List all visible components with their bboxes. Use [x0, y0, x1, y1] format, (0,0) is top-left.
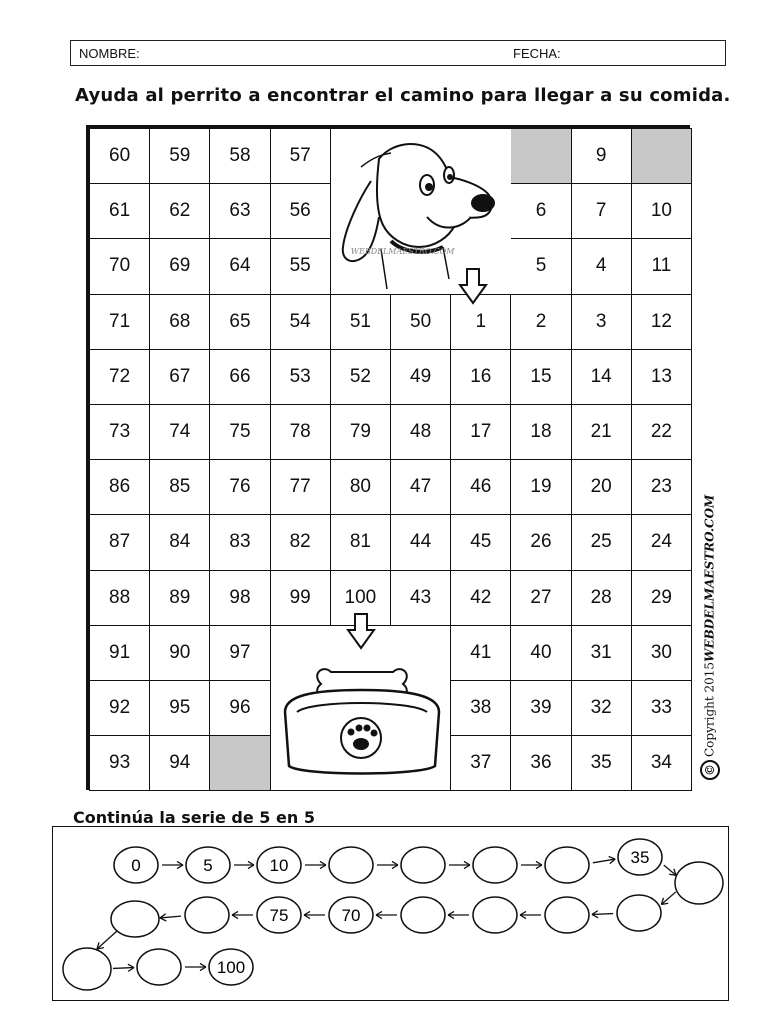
series-circle[interactable]: [473, 897, 517, 933]
maze-cell: 24: [631, 514, 692, 570]
maze-cell: 51: [330, 294, 391, 350]
maze-cell: 87: [89, 514, 150, 570]
series-box: [52, 826, 729, 1001]
series-circle[interactable]: [545, 897, 589, 933]
maze-cell: 55: [270, 238, 331, 294]
maze-cell: 67: [149, 349, 210, 405]
maze-cell: 9: [571, 128, 632, 184]
maze-cell: 18: [510, 404, 571, 460]
maze-cell: 77: [270, 459, 331, 515]
maze-cell-empty: [209, 735, 270, 791]
maze-cell: 29: [631, 570, 692, 626]
maze-cell: 60: [89, 128, 150, 184]
maze-cell: 41: [450, 625, 511, 681]
maze-cell: 37: [450, 735, 511, 791]
maze-cell: 98: [209, 570, 270, 626]
maze-cell: 28: [571, 570, 632, 626]
maze-cell: 63: [209, 183, 270, 239]
maze-cell: 99: [270, 570, 331, 626]
maze-cell: 88: [89, 570, 150, 626]
series-value: 70: [341, 906, 361, 925]
series-circle[interactable]: [185, 897, 229, 933]
maze-cell: 72: [89, 349, 150, 405]
maze-cell: 44: [390, 514, 451, 570]
series-value: 75: [269, 906, 289, 925]
maze-cell: 31: [571, 625, 632, 681]
maze-cell: 53: [270, 349, 331, 405]
maze-cell: 12: [631, 294, 692, 350]
maze-cell: 90: [149, 625, 210, 681]
maze-cell: 92: [89, 680, 150, 736]
series-circle[interactable]: [111, 901, 159, 937]
maze-cell: 36: [510, 735, 571, 791]
maze-cell: 20: [571, 459, 632, 515]
series-circle[interactable]: [63, 948, 111, 990]
maze-cell: 17: [450, 404, 511, 460]
dog-bowl-illustration: [270, 625, 452, 792]
series-value: 5: [203, 856, 213, 875]
maze-cell: 15: [510, 349, 571, 405]
maze-cell: 6: [510, 183, 571, 239]
maze-cell: 91: [89, 625, 150, 681]
maze-cell: 11: [631, 238, 692, 294]
series-arrow: [592, 914, 613, 915]
maze-cell-empty: [510, 128, 571, 184]
maze-cell: 32: [571, 680, 632, 736]
maze-cell: 86: [89, 459, 150, 515]
maze-cell: 43: [390, 570, 451, 626]
maze-cell: 46: [450, 459, 511, 515]
maze-cell: 27: [510, 570, 571, 626]
maze-cell: 93: [89, 735, 150, 791]
maze-cell: 62: [149, 183, 210, 239]
maze-cell: 94: [149, 735, 210, 791]
maze-cell: 96: [209, 680, 270, 736]
copyright-site: WEBDELMAESTRO.COM: [702, 494, 717, 662]
maze-cell: 22: [631, 404, 692, 460]
series-circle[interactable]: [473, 847, 517, 883]
maze-cell: 42: [450, 570, 511, 626]
watermark: WEBDELMAESTRO.COM: [350, 247, 455, 256]
copyright-text: Copyright 2015: [702, 661, 717, 757]
maze-cell: 54: [270, 294, 331, 350]
maze-cell: 50: [390, 294, 451, 350]
maze-cell: 47: [390, 459, 451, 515]
maze-cell-empty: [631, 128, 692, 184]
maze-cell: 68: [149, 294, 210, 350]
maze-cell: 81: [330, 514, 391, 570]
maze-cell: 33: [631, 680, 692, 736]
series-value: 0: [131, 856, 141, 875]
maze-cell: 38: [450, 680, 511, 736]
series-circle[interactable]: [401, 847, 445, 883]
instruction-text: Ayuda al perrito a encontrar el camino para llegar a su comida.: [75, 85, 731, 106]
maze-cell: 75: [209, 404, 270, 460]
number-maze: [86, 125, 690, 790]
series-arrow: [113, 968, 134, 969]
maze-cell: 78: [270, 404, 331, 460]
maze-cell: 85: [149, 459, 210, 515]
maze-cell: 69: [149, 238, 210, 294]
name-date-header: [70, 40, 726, 66]
maze-cell: 19: [510, 459, 571, 515]
maze-cell: 57: [270, 128, 331, 184]
maze-cell: 70: [89, 238, 150, 294]
maze-cell: 80: [330, 459, 391, 515]
maze-cell: 83: [209, 514, 270, 570]
series-circle[interactable]: [617, 895, 661, 931]
maze-cell: 16: [450, 349, 511, 405]
maze-cell: 100: [330, 570, 391, 626]
maze-cell: 7: [571, 183, 632, 239]
maze-cell: 23: [631, 459, 692, 515]
maze-cell: 79: [330, 404, 391, 460]
maze-cell: 56: [270, 183, 331, 239]
arrow-down-icon: [458, 267, 488, 307]
series-arrow: [97, 931, 117, 949]
maze-cell: 39: [510, 680, 571, 736]
maze-cell: 21: [571, 404, 632, 460]
maze-cell: 74: [149, 404, 210, 460]
maze-cell: 2: [510, 294, 571, 350]
date-label: FECHA:: [513, 46, 561, 61]
maze-cell: 58: [209, 128, 270, 184]
maze-cell: 13: [631, 349, 692, 405]
maze-cell: 71: [89, 294, 150, 350]
series-circle[interactable]: [401, 897, 445, 933]
maze-cell: 84: [149, 514, 210, 570]
maze-cell: 97: [209, 625, 270, 681]
maze-cell: 73: [89, 404, 150, 460]
series-value: 10: [269, 856, 289, 875]
maze-cell: 26: [510, 514, 571, 570]
maze-cell: 89: [149, 570, 210, 626]
copyright-notice: [700, 495, 720, 780]
maze-cell: 59: [149, 128, 210, 184]
series-value: 35: [630, 848, 650, 867]
maze-cell: 14: [571, 349, 632, 405]
maze-cell: 40: [510, 625, 571, 681]
maze-cell: 65: [209, 294, 270, 350]
series-circle[interactable]: [545, 847, 589, 883]
arrow-down-icon: [346, 612, 376, 652]
name-label: NOMBRE:: [79, 46, 140, 61]
maze-cell: 49: [390, 349, 451, 405]
maze-cell: 10: [631, 183, 692, 239]
maze-cell: 25: [571, 514, 632, 570]
series-diagram: [53, 827, 730, 1002]
series-circle[interactable]: [137, 949, 181, 985]
maze-cell: 5: [510, 238, 571, 294]
maze-cell: 82: [270, 514, 331, 570]
maze-cell: 52: [330, 349, 391, 405]
maze-cell: 34: [631, 735, 692, 791]
maze-cell: 35: [571, 735, 632, 791]
series-circle[interactable]: [329, 847, 373, 883]
maze-cell: 3: [571, 294, 632, 350]
maze-cell: 45: [450, 514, 511, 570]
maze-cell: 48: [390, 404, 451, 460]
maze-cell: 61: [89, 183, 150, 239]
maze-cell: 66: [209, 349, 270, 405]
maze-cell: 1: [450, 294, 511, 350]
maze-cell: 64: [209, 238, 270, 294]
maze-cell: 30: [631, 625, 692, 681]
dog-illustration: [330, 128, 512, 295]
maze-cell: 76: [209, 459, 270, 515]
maze-cell: 4: [571, 238, 632, 294]
series-title: Continúa la serie de 5 en 5: [73, 808, 315, 827]
series-circle[interactable]: [675, 862, 723, 904]
copyright-icon: ©: [700, 760, 720, 780]
maze-cell: 95: [149, 680, 210, 736]
series-value: 100: [216, 958, 246, 977]
